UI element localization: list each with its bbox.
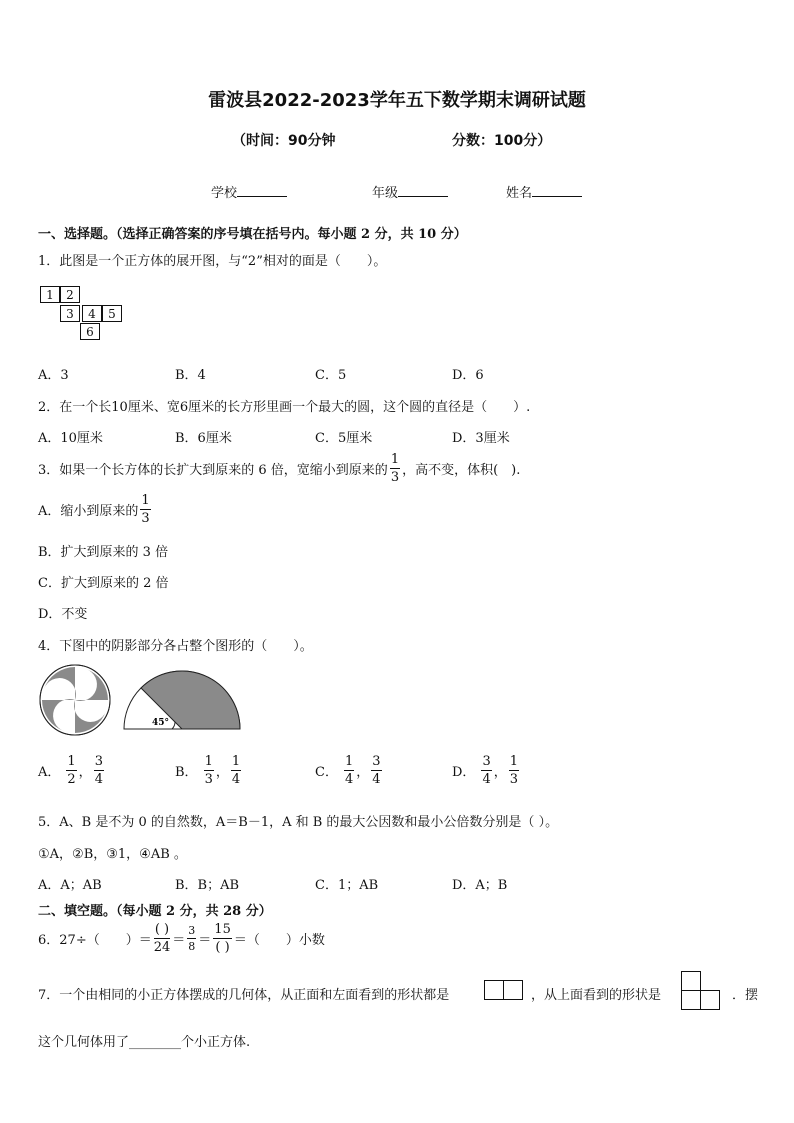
fraction-numerator: 3 bbox=[482, 754, 491, 769]
q6-fraction-1[interactable] bbox=[154, 923, 171, 954]
q3-option-a[interactable] bbox=[38, 494, 153, 525]
q3-option-a-fraction bbox=[140, 494, 150, 525]
fraction-numerator: 3 bbox=[188, 923, 196, 937]
fraction-denominator: 2 bbox=[67, 772, 76, 787]
fraction-numerator: 1 bbox=[509, 754, 519, 769]
q3-option-d[interactable]: D．不变 bbox=[38, 607, 88, 622]
fraction-numerator: 3 bbox=[372, 754, 381, 769]
equals-sign: ＝ bbox=[172, 932, 186, 948]
fraction-numerator: 1 bbox=[390, 452, 400, 467]
q4-option-a-label: A． bbox=[38, 765, 61, 780]
front-view-figure bbox=[484, 980, 524, 1000]
fraction-denominator: 4 bbox=[372, 772, 381, 787]
q3-option-c[interactable]: C．扩大到原来的 2 倍 bbox=[38, 576, 169, 591]
q4-option-a[interactable] bbox=[38, 755, 106, 786]
q3-option-a-text: A．缩小到原来的 bbox=[38, 504, 139, 519]
fraction-numerator: 1 bbox=[344, 754, 354, 769]
fraction-separator: ， bbox=[493, 765, 507, 780]
q3-stem-fraction bbox=[390, 453, 400, 484]
view-square bbox=[700, 990, 720, 1010]
name-label: 姓名 bbox=[506, 186, 533, 201]
section1-heading: 一、选择题。（选择正确答案的序号填在括号内。每小题 2 分，共 10 分） bbox=[38, 227, 467, 242]
q7-part3: ．摆 bbox=[732, 988, 759, 1003]
fraction-denominator: 3 bbox=[390, 470, 400, 485]
q7-part2: ，从上面看到的形状是 bbox=[531, 988, 662, 1003]
q4-option-b-fraction-2 bbox=[231, 755, 241, 786]
q7-line2: 这个几何体用了________个小正方体. bbox=[38, 1035, 251, 1050]
section2-heading: 二、填空题。（每小题 2 分，共 28 分） bbox=[38, 904, 272, 919]
q2-option-d[interactable]: D．3厘米 bbox=[452, 431, 510, 446]
fraction-separator: ， bbox=[215, 765, 229, 780]
net-cell-5: 5 bbox=[102, 305, 122, 322]
q6-suffix: ＝（ ）小数 bbox=[233, 932, 325, 948]
fraction-denominator[interactable]: ( ) bbox=[215, 939, 230, 955]
q1-option-c[interactable]: C．5 bbox=[315, 368, 347, 383]
q1-option-d[interactable]: D．6 bbox=[452, 368, 484, 383]
q7-part1: 7．一个由相同的小正方体摆成的几何体，从正面和左面看到的形状都是 bbox=[38, 988, 450, 1003]
fraction-denominator: 3 bbox=[509, 772, 519, 787]
q5-option-b[interactable]: B．B；AB bbox=[175, 878, 240, 893]
school-field[interactable] bbox=[211, 182, 287, 201]
q1-option-a[interactable]: A．3 bbox=[38, 368, 69, 383]
q5-stem: 5．A、B 是不为 0 的自然数，A＝B－1，A 和 B 的最大公因数和最小公倍数分别是（ ）。 bbox=[38, 815, 559, 830]
q3-stem bbox=[38, 453, 520, 484]
q4-option-c[interactable] bbox=[315, 755, 384, 786]
q2-option-a[interactable]: A．10厘米 bbox=[38, 431, 103, 446]
q1-stem: 1．此图是一个正方体的展开图，与“2”相对的面是（ ）。 bbox=[38, 254, 387, 269]
fraction-denominator: 3 bbox=[204, 772, 213, 787]
shaded-semicircle-figure bbox=[122, 668, 244, 732]
q4-option-b[interactable] bbox=[175, 755, 243, 786]
exam-time: （时间：90分钟 bbox=[232, 133, 336, 149]
q3-stem-part1: 3．如果一个长方体的长扩大到原来的 6 倍，宽缩小到原来的 bbox=[38, 463, 388, 478]
q6-fraction-2 bbox=[187, 925, 196, 952]
q5-option-c[interactable]: C．1；AB bbox=[315, 878, 379, 893]
grade-blank[interactable] bbox=[398, 184, 448, 197]
q4-option-a-fraction-1 bbox=[66, 755, 76, 786]
school-label: 学校 bbox=[211, 186, 238, 201]
fraction-denominator: 4 bbox=[482, 772, 491, 787]
exam-title: 雷波县2022-2023学年五下数学期末调研试题 bbox=[208, 90, 586, 111]
net-cell-4: 4 bbox=[82, 305, 102, 322]
fraction-denominator: 4 bbox=[231, 772, 241, 787]
q5-choices: ①A，②B，③1，④AB 。 bbox=[38, 847, 187, 862]
fraction-numerator[interactable]: ( ) bbox=[154, 921, 170, 937]
q6-equation bbox=[38, 918, 325, 958]
q4-stem: 4．下图中的阴影部分各占整个图形的（ ）。 bbox=[38, 639, 313, 654]
fraction-denominator: 4 bbox=[94, 772, 103, 787]
q4-option-d-label: D． bbox=[452, 765, 476, 780]
q2-option-b[interactable]: B．6厘米 bbox=[175, 431, 232, 446]
q4-option-c-fraction-2 bbox=[371, 755, 381, 786]
fraction-numerator: 1 bbox=[67, 754, 76, 769]
q4-option-d[interactable] bbox=[452, 755, 521, 786]
q2-stem: 2．在一个长10厘米、宽6厘米的长方形里画一个最大的圆，这个圆的直径是（ ）. bbox=[38, 400, 531, 415]
fraction-denominator: 4 bbox=[344, 772, 354, 787]
school-blank[interactable] bbox=[237, 184, 287, 197]
fraction-denominator: 3 bbox=[141, 511, 150, 526]
view-square bbox=[503, 980, 523, 1000]
fraction-denominator: 8 bbox=[188, 939, 196, 953]
top-view-figure bbox=[681, 971, 721, 1011]
fraction-separator: ， bbox=[356, 765, 370, 780]
fraction-numerator: 1 bbox=[204, 754, 213, 769]
cube-net-figure bbox=[40, 286, 130, 342]
q4-option-d-fraction-1 bbox=[481, 755, 491, 786]
fraction-numerator: 1 bbox=[141, 493, 150, 508]
fraction-denominator: 24 bbox=[153, 939, 171, 955]
exam-score: 分数：100分） bbox=[452, 133, 552, 149]
name-field[interactable] bbox=[506, 182, 582, 201]
fraction-separator: ， bbox=[78, 765, 92, 780]
q6-prefix: 6．27÷（ ）＝ bbox=[38, 932, 152, 948]
q3-option-b[interactable]: B．扩大到原来的 3 倍 bbox=[38, 545, 169, 560]
q6-fraction-3[interactable] bbox=[213, 923, 232, 954]
net-cell-6: 6 bbox=[80, 323, 100, 340]
q4-option-b-fraction-1 bbox=[204, 755, 214, 786]
q4-option-a-fraction-2 bbox=[94, 755, 104, 786]
q3-stem-part2: ，高不变，体积( ). bbox=[402, 463, 521, 478]
angle-label: 45° bbox=[152, 718, 170, 728]
view-square bbox=[484, 980, 504, 1000]
grade-field[interactable] bbox=[372, 182, 448, 201]
net-cell-1: 1 bbox=[40, 286, 60, 303]
q1-option-b[interactable]: B．4 bbox=[175, 368, 206, 383]
q4-option-d-fraction-2 bbox=[509, 755, 519, 786]
fraction-numerator: 3 bbox=[94, 754, 103, 769]
q5-option-d[interactable]: D．A；B bbox=[452, 878, 508, 893]
grade-label: 年级 bbox=[372, 186, 399, 201]
view-square bbox=[681, 990, 701, 1010]
fraction-numerator: 15 bbox=[214, 921, 231, 937]
q2-option-c[interactable]: C．5厘米 bbox=[315, 431, 373, 446]
equals-sign: ＝ bbox=[198, 932, 212, 948]
q4-option-b-label: B． bbox=[175, 765, 198, 780]
view-square bbox=[681, 971, 701, 991]
name-blank[interactable] bbox=[532, 184, 582, 197]
fraction-numerator: 1 bbox=[231, 754, 241, 769]
q4-option-c-fraction-1 bbox=[344, 755, 354, 786]
net-cell-3: 3 bbox=[60, 305, 80, 322]
q4-option-c-label: C． bbox=[315, 765, 338, 780]
net-cell-2: 2 bbox=[60, 286, 80, 303]
shaded-circle-figure bbox=[38, 664, 118, 736]
q5-option-a[interactable]: A．A；AB bbox=[38, 878, 102, 893]
